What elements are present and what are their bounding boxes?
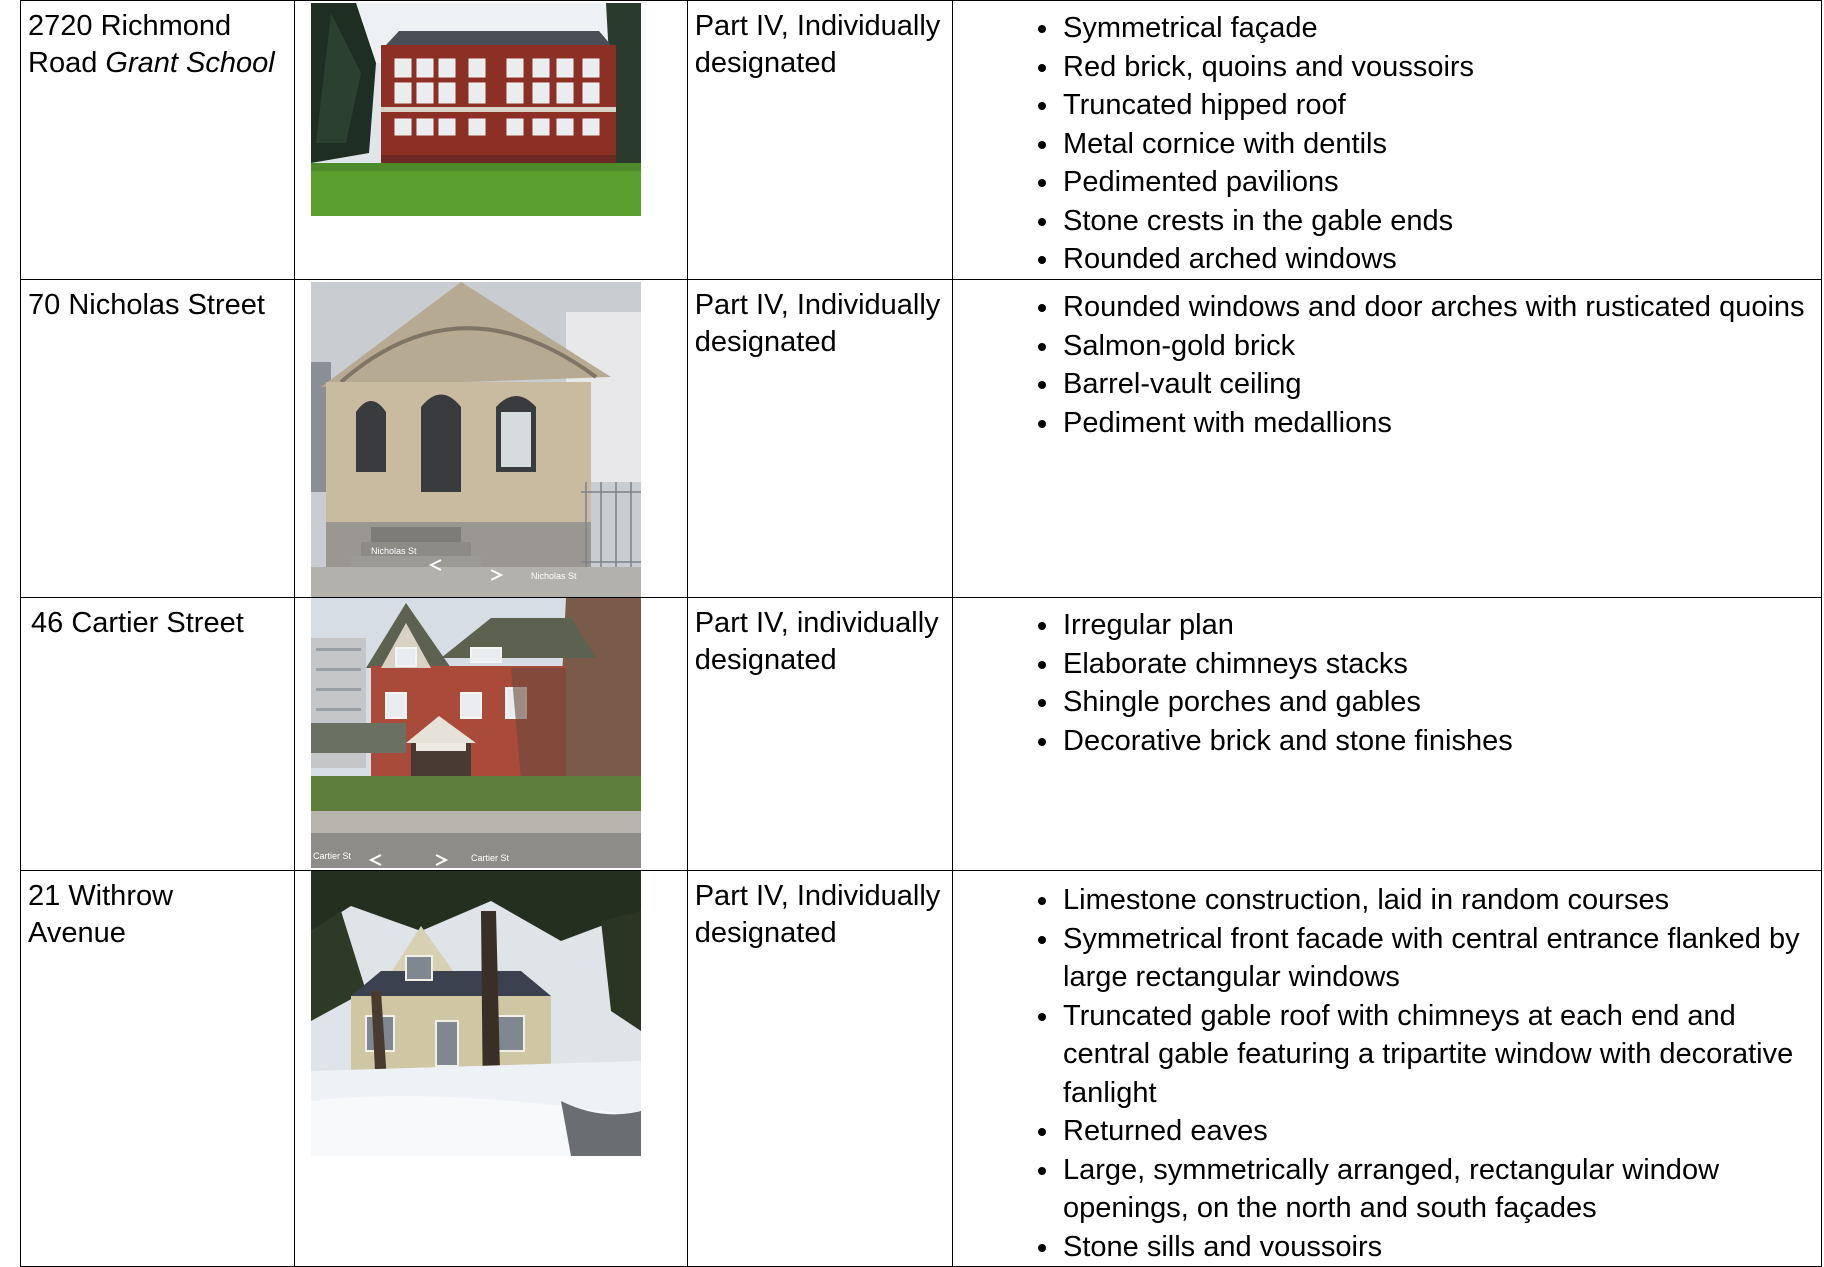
street-label: Nicholas St [531, 571, 577, 581]
designation-status: Part IV, Individually designated [694, 289, 941, 358]
status-cell [687, 871, 952, 1267]
address-cell [21, 871, 295, 1267]
attribute-item: • Salmon-gold brick [1061, 327, 1821, 366]
attribute-item: • Stone crests in the gable ends [1061, 202, 1821, 241]
limestone-house-winter-photo [311, 871, 641, 1156]
attribute-item: • Pedimented pavilions [1061, 163, 1821, 202]
attribute-item: • Truncated hipped roof [1061, 86, 1821, 125]
address-cell [21, 1, 295, 280]
attribute-item: • Irregular plan [1061, 606, 1821, 645]
attribute-item: • Rounded arched windows [1061, 240, 1821, 279]
attribute-item: • Barrel-vault ceiling [1061, 365, 1821, 404]
address-building-name: Grant School [105, 47, 275, 79]
photo-cell [295, 1, 687, 280]
heritage-properties-table [20, 0, 1822, 1267]
street-label: Nicholas St [371, 546, 417, 556]
attribute-list [953, 881, 1821, 1266]
table-row [21, 1, 1822, 280]
address-line: 2720 Richmond Road [28, 10, 232, 79]
address-text [21, 1, 294, 82]
stone-pumphouse-photo [311, 282, 641, 597]
attribute-list [953, 606, 1821, 760]
photo-cell [295, 280, 687, 598]
attribute-item: • Symmetrical front facade with central entrance flanked by large rectangular windows [1061, 920, 1821, 997]
brick-mansion-photo [311, 598, 641, 868]
designation-status: Part IV, Individually designated [694, 880, 941, 949]
table-row [21, 280, 1822, 598]
attribute-item: • Shingle porches and gables [1061, 683, 1821, 722]
table-row [21, 598, 1822, 871]
attribute-item: • Returned eaves [1061, 1112, 1821, 1151]
attribute-list [953, 288, 1821, 442]
status-cell [687, 1, 952, 280]
street-label: Cartier St [313, 851, 352, 861]
attribute-list [953, 9, 1821, 279]
attribute-item: • Rounded windows and door arches with rusticated quoins [1061, 288, 1821, 327]
address-cell [21, 598, 295, 871]
attribute-item: • Pediment with medallions [1061, 404, 1821, 443]
designation-status: Part IV, individually designated [694, 607, 939, 676]
designation-status: Part IV, Individually designated [694, 10, 941, 79]
attributes-cell [953, 1, 1822, 280]
attributes-cell [953, 280, 1822, 598]
attribute-item: • Limestone construction, laid in random courses [1061, 881, 1821, 920]
address-text: 70 Nicholas Street [28, 289, 265, 321]
attributes-cell [953, 598, 1822, 871]
attribute-item: • Decorative brick and stone finishes [1061, 722, 1821, 761]
address-text: 46 Cartier Street [31, 607, 244, 639]
status-cell [687, 280, 952, 598]
attributes-cell [953, 871, 1822, 1267]
address-cell [21, 280, 295, 598]
attribute-item: • Metal cornice with dentils [1061, 125, 1821, 164]
street-label: Cartier St [471, 853, 510, 863]
attribute-item: • Stone sills and voussoirs [1061, 1228, 1821, 1267]
attribute-item: • Large, symmetrically arranged, rectangular window openings, on the north and south façades [1061, 1151, 1821, 1228]
table-row [21, 871, 1822, 1267]
attribute-item: • Symmetrical façade [1061, 9, 1821, 48]
attribute-item: • Red brick, quoins and voussoirs [1061, 48, 1821, 87]
attribute-item: • Elaborate chimneys stacks [1061, 645, 1821, 684]
address-text: 21 Withrow Avenue [28, 880, 174, 949]
red-brick-school-photo [311, 3, 641, 216]
photo-cell [295, 871, 687, 1267]
photo-cell [295, 598, 687, 871]
attribute-item: • Truncated gable roof with chimneys at each end and central gable featuring a tripartite window with decorative fanlight [1061, 997, 1821, 1113]
status-cell [687, 598, 952, 871]
